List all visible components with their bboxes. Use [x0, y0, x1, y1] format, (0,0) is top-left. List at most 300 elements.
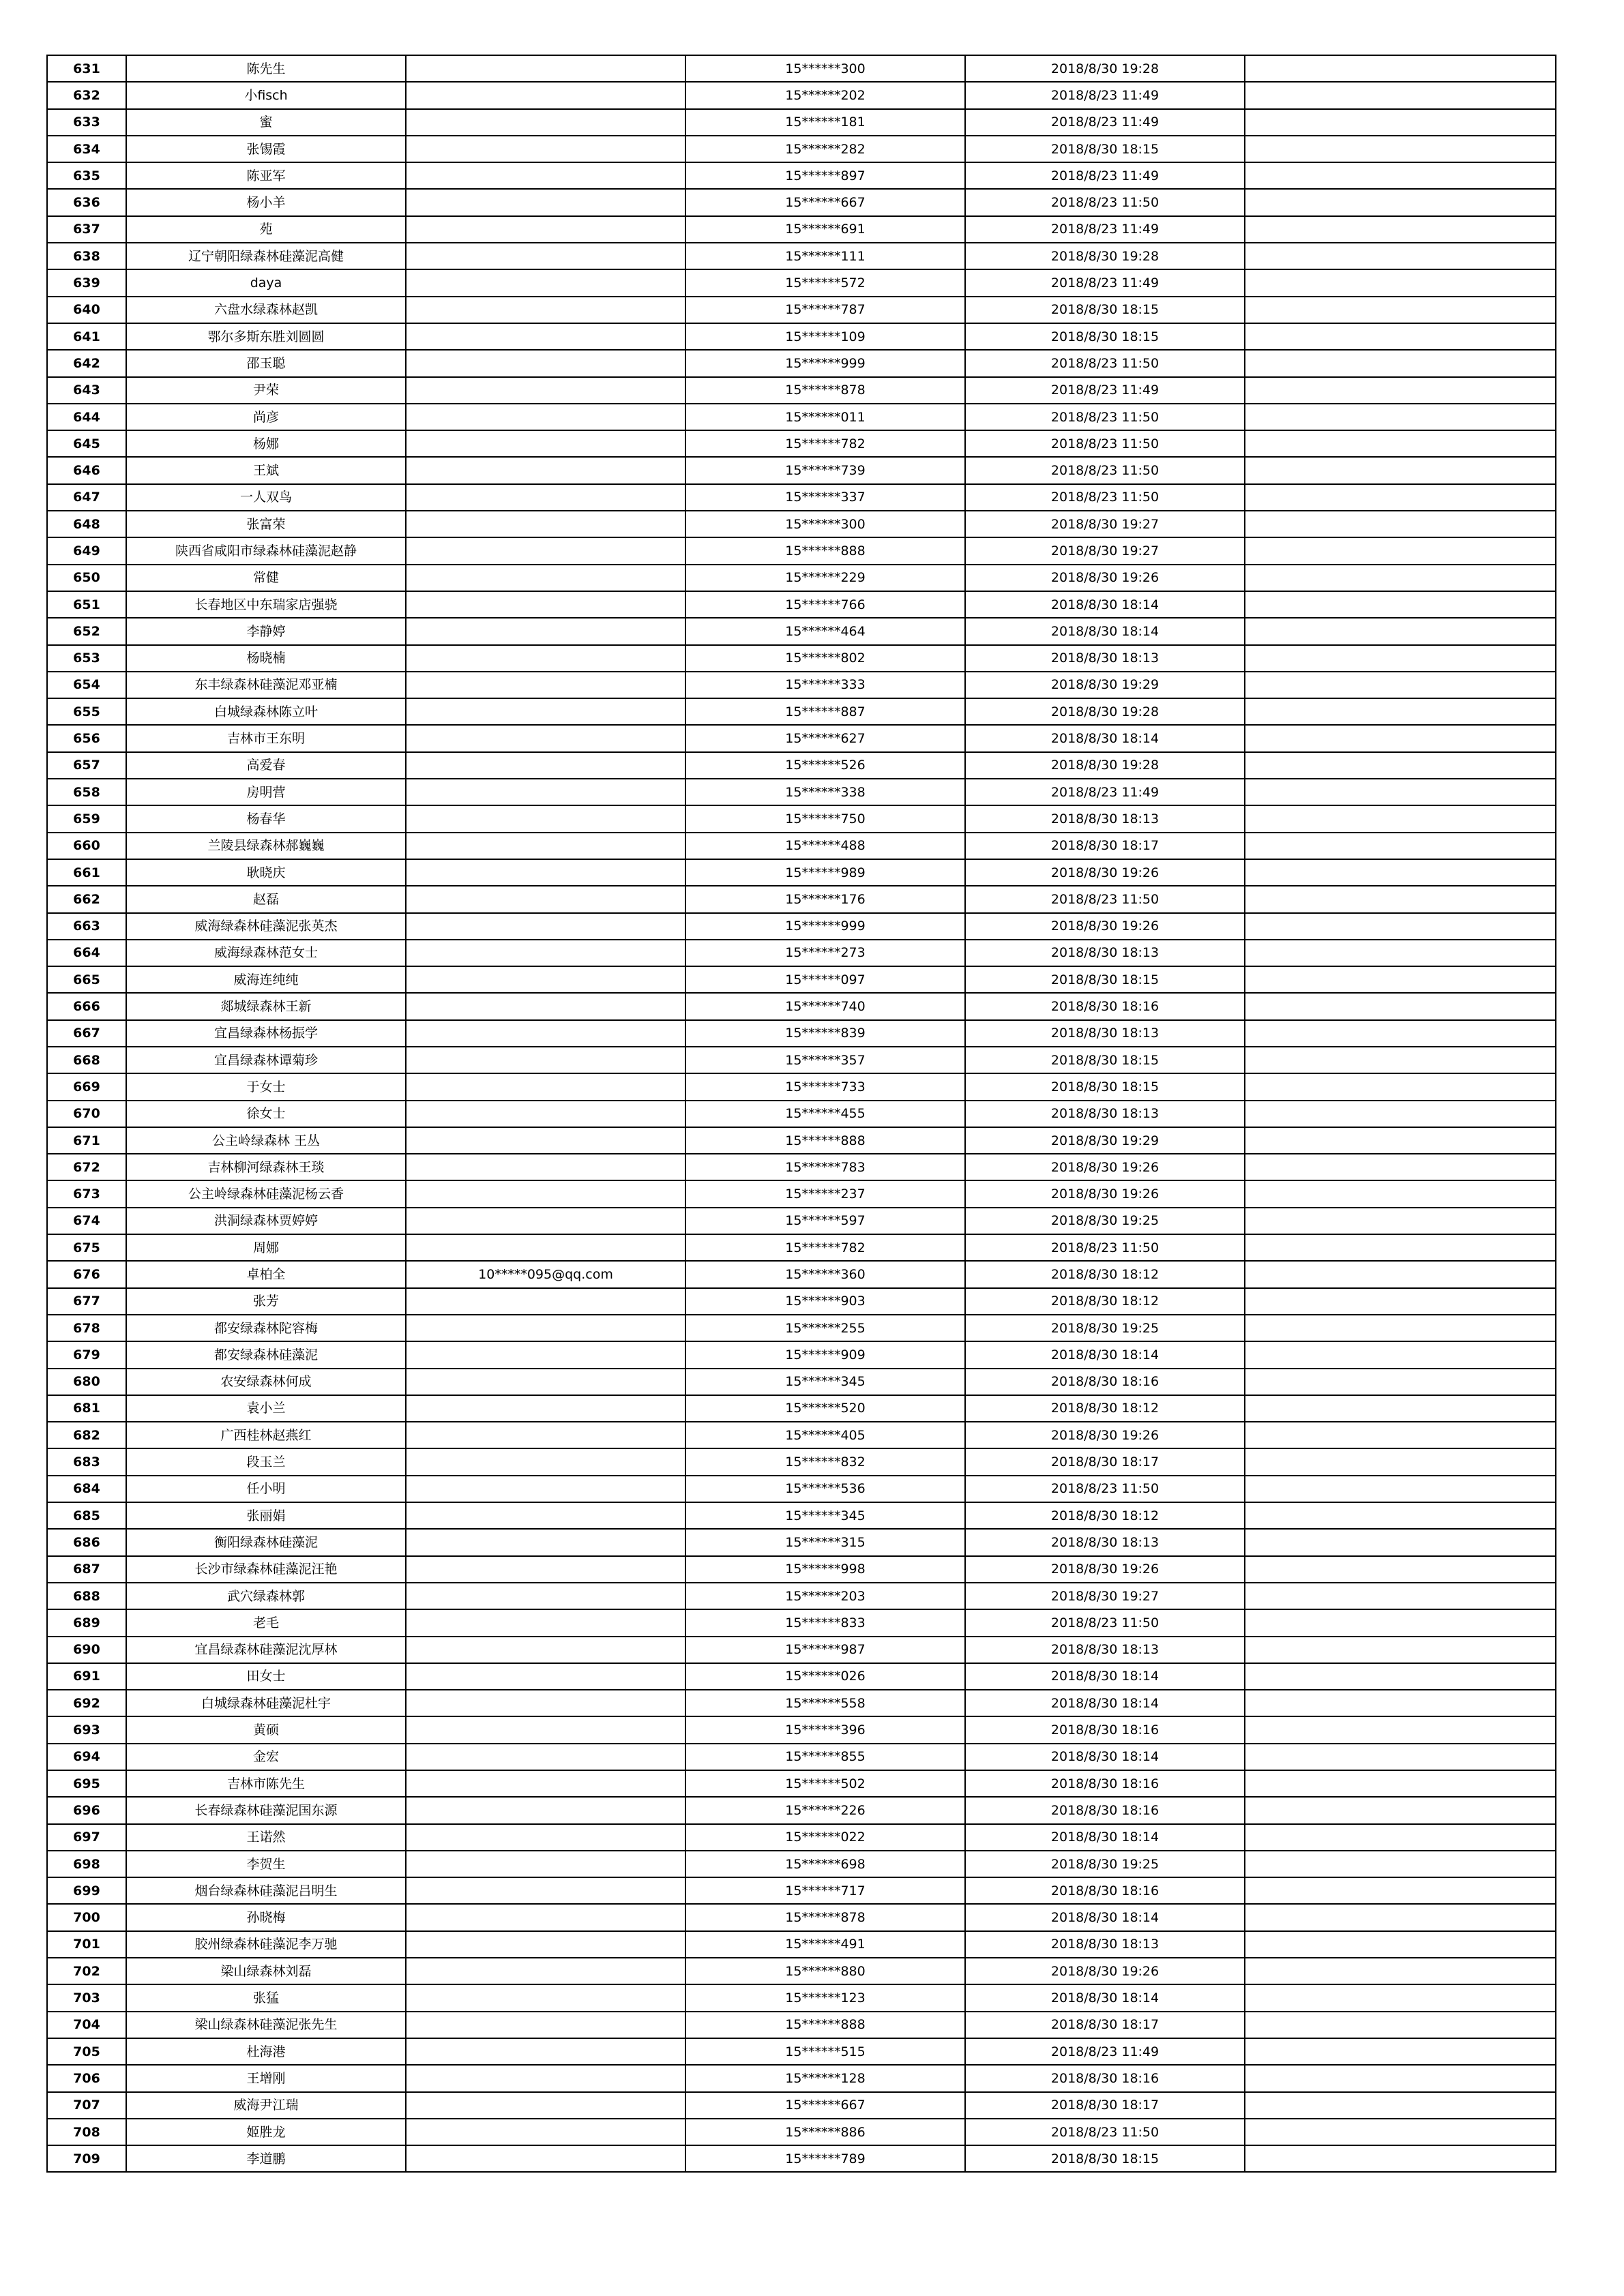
- name-cell: 李道鹏: [126, 2145, 406, 2172]
- note-cell: [1245, 725, 1556, 751]
- phone-cell: 15******888: [685, 2012, 965, 2038]
- note-cell: [1245, 2012, 1556, 2038]
- name-cell: 王斌: [126, 457, 406, 483]
- phone-cell: 15******333: [685, 672, 965, 698]
- table-row: [47, 1609, 1556, 1636]
- timestamp-cell: 2018/8/30 19:26: [965, 1958, 1245, 1984]
- note-cell: [1245, 1637, 1556, 1663]
- note-cell: [1245, 1583, 1556, 1609]
- name-cell: 东丰绿森林硅藻泥邓亚楠: [126, 672, 406, 698]
- name-cell: 陕西省咸阳市绿森林硅藻泥赵静: [126, 537, 406, 564]
- note-cell: [1245, 1127, 1556, 1154]
- row-number-cell: 637: [47, 216, 126, 243]
- name-cell: 农安绿森林何成: [126, 1369, 406, 1395]
- name-cell: 金宏: [126, 1744, 406, 1770]
- note-cell: [1245, 940, 1556, 966]
- email-cell: [406, 1690, 685, 1716]
- timestamp-cell: 2018/8/30 19:25: [965, 1315, 1245, 1341]
- timestamp-cell: 2018/8/30 18:14: [965, 618, 1245, 644]
- timestamp-cell: 2018/8/30 18:16: [965, 993, 1245, 1019]
- timestamp-cell: 2018/8/30 18:13: [965, 1637, 1245, 1663]
- row-number-cell: 647: [47, 484, 126, 511]
- note-cell: [1245, 1958, 1556, 1984]
- email-cell: [406, 672, 685, 698]
- phone-cell: 15******789: [685, 2145, 965, 2172]
- timestamp-cell: 2018/8/30 18:16: [965, 2065, 1245, 2091]
- name-cell: 李贺生: [126, 1851, 406, 1877]
- timestamp-cell: 2018/8/30 19:28: [965, 752, 1245, 779]
- timestamp-cell: 2018/8/30 18:12: [965, 1502, 1245, 1529]
- row-number-cell: 646: [47, 457, 126, 483]
- timestamp-cell: 2018/8/30 18:14: [965, 591, 1245, 618]
- name-cell: 白城绿森林陈立叶: [126, 698, 406, 725]
- row-number-cell: 691: [47, 1663, 126, 1690]
- note-cell: [1245, 537, 1556, 564]
- name-cell: 段玉兰: [126, 1448, 406, 1475]
- name-cell: 都安绿森林硅藻泥: [126, 1341, 406, 1368]
- note-cell: [1245, 216, 1556, 243]
- table-row: [47, 1341, 1556, 1368]
- phone-cell: 15******887: [685, 698, 965, 725]
- name-cell: 袁小兰: [126, 1395, 406, 1422]
- row-number-cell: 655: [47, 698, 126, 725]
- table-row: [47, 1824, 1556, 1851]
- name-cell: 吉林柳河绿森林王琰: [126, 1154, 406, 1180]
- phone-cell: 15******128: [685, 2065, 965, 2091]
- note-cell: [1245, 1931, 1556, 1958]
- table-row: [47, 1422, 1556, 1448]
- timestamp-cell: 2018/8/30 18:14: [965, 1690, 1245, 1716]
- row-number-cell: 679: [47, 1341, 126, 1368]
- name-cell: 吉林市陈先生: [126, 1770, 406, 1797]
- phone-cell: 15******667: [685, 189, 965, 215]
- note-cell: [1245, 430, 1556, 457]
- note-cell: [1245, 565, 1556, 591]
- row-number-cell: 644: [47, 404, 126, 430]
- name-cell: 郯城绿森林王新: [126, 993, 406, 1019]
- table-row: [47, 1154, 1556, 1180]
- note-cell: [1245, 2119, 1556, 2145]
- table-row: [47, 1101, 1556, 1127]
- email-cell: [406, 618, 685, 644]
- email-cell: [406, 2119, 685, 2145]
- note-cell: [1245, 1234, 1556, 1261]
- name-cell: 公主岭绿森林 王丛: [126, 1127, 406, 1154]
- phone-cell: 15******111: [685, 243, 965, 269]
- email-cell: [406, 1958, 685, 1984]
- timestamp-cell: 2018/8/23 11:50: [965, 886, 1245, 912]
- note-cell: [1245, 752, 1556, 779]
- note-cell: [1245, 297, 1556, 323]
- email-cell: [406, 1663, 685, 1690]
- timestamp-cell: 2018/8/30 18:14: [965, 1904, 1245, 1930]
- email-cell: [406, 1073, 685, 1100]
- phone-cell: 15******357: [685, 1047, 965, 1073]
- row-number-cell: 666: [47, 993, 126, 1019]
- email-cell: [406, 645, 685, 672]
- table-row: [47, 1904, 1556, 1930]
- table-row: [47, 859, 1556, 886]
- note-cell: [1245, 1154, 1556, 1180]
- timestamp-cell: 2018/8/23 11:50: [965, 404, 1245, 430]
- timestamp-cell: 2018/8/30 18:12: [965, 1288, 1245, 1315]
- row-number-cell: 670: [47, 1101, 126, 1127]
- row-number-cell: 642: [47, 350, 126, 376]
- note-cell: [1245, 1101, 1556, 1127]
- timestamp-cell: 2018/8/30 19:26: [965, 565, 1245, 591]
- name-cell: 一人双鸟: [126, 484, 406, 511]
- row-number-cell: 649: [47, 537, 126, 564]
- email-cell: [406, 2145, 685, 2172]
- table-row: [47, 1047, 1556, 1073]
- note-cell: [1245, 1797, 1556, 1823]
- email-cell: [406, 1770, 685, 1797]
- phone-cell: 15******109: [685, 323, 965, 350]
- timestamp-cell: 2018/8/23 11:49: [965, 162, 1245, 189]
- note-cell: [1245, 886, 1556, 912]
- timestamp-cell: 2018/8/23 11:50: [965, 350, 1245, 376]
- email-cell: [406, 55, 685, 82]
- row-number-cell: 685: [47, 1502, 126, 1529]
- name-cell: 黄硕: [126, 1716, 406, 1743]
- phone-cell: 15******520: [685, 1395, 965, 1422]
- table-row: [47, 1208, 1556, 1234]
- email-cell: [406, 1369, 685, 1395]
- table-row: [47, 1851, 1556, 1877]
- email-cell: [406, 1529, 685, 1555]
- email-cell: [406, 752, 685, 779]
- row-number-cell: 708: [47, 2119, 126, 2145]
- name-cell: 苑: [126, 216, 406, 243]
- email-cell: [406, 297, 685, 323]
- note-cell: [1245, 698, 1556, 725]
- name-cell: 威海绿森林范女士: [126, 940, 406, 966]
- row-number-cell: 667: [47, 1020, 126, 1047]
- email-cell: [406, 2065, 685, 2091]
- table-row: [47, 1984, 1556, 2011]
- email-cell: [406, 1824, 685, 1851]
- table-row: [47, 805, 1556, 832]
- row-number-cell: 703: [47, 1984, 126, 2011]
- table-row: [47, 350, 1556, 376]
- timestamp-cell: 2018/8/30 18:13: [965, 1101, 1245, 1127]
- timestamp-cell: 2018/8/30 18:16: [965, 1877, 1245, 1904]
- email-cell: [406, 1583, 685, 1609]
- timestamp-cell: 2018/8/23 11:49: [965, 82, 1245, 108]
- row-number-cell: 631: [47, 55, 126, 82]
- name-cell: 邵玉聪: [126, 350, 406, 376]
- phone-cell: 15******667: [685, 2092, 965, 2119]
- note-cell: [1245, 2038, 1556, 2065]
- timestamp-cell: 2018/8/30 19:25: [965, 1208, 1245, 1234]
- name-cell: 白城绿森林硅藻泥杜宇: [126, 1690, 406, 1716]
- name-cell: 宜昌绿森林谭菊珍: [126, 1047, 406, 1073]
- timestamp-cell: 2018/8/30 18:15: [965, 2145, 1245, 2172]
- email-cell: [406, 833, 685, 859]
- name-cell: 徐女士: [126, 1101, 406, 1127]
- timestamp-cell: 2018/8/30 18:13: [965, 645, 1245, 672]
- table-row: [47, 1502, 1556, 1529]
- table-row: [47, 2065, 1556, 2091]
- phone-cell: 15******011: [685, 404, 965, 430]
- table-row: [47, 1288, 1556, 1315]
- note-cell: [1245, 189, 1556, 215]
- timestamp-cell: 2018/8/30 19:26: [965, 1154, 1245, 1180]
- email-cell: [406, 1127, 685, 1154]
- row-number-cell: 674: [47, 1208, 126, 1234]
- note-cell: [1245, 1315, 1556, 1341]
- timestamp-cell: 2018/8/30 19:26: [965, 913, 1245, 940]
- row-number-cell: 659: [47, 805, 126, 832]
- table-row: [47, 1556, 1556, 1583]
- note-cell: [1245, 1073, 1556, 1100]
- note-cell: [1245, 591, 1556, 618]
- timestamp-cell: 2018/8/30 18:16: [965, 1716, 1245, 1743]
- timestamp-cell: 2018/8/30 18:14: [965, 1744, 1245, 1770]
- phone-cell: 15******300: [685, 55, 965, 82]
- phone-cell: 15******026: [685, 1663, 965, 1690]
- table-row: [47, 1690, 1556, 1716]
- table-row: [47, 966, 1556, 993]
- row-number-cell: 701: [47, 1931, 126, 1958]
- name-cell: 鄂尔多斯东胜刘圆圆: [126, 323, 406, 350]
- table-row: [47, 511, 1556, 537]
- row-number-cell: 707: [47, 2092, 126, 2119]
- table-row: [47, 1448, 1556, 1475]
- name-cell: 房明营: [126, 779, 406, 805]
- table-row: [47, 216, 1556, 243]
- row-number-cell: 699: [47, 1877, 126, 1904]
- phone-cell: 15******337: [685, 484, 965, 511]
- note-cell: [1245, 1288, 1556, 1315]
- row-number-cell: 669: [47, 1073, 126, 1100]
- phone-cell: 15******782: [685, 430, 965, 457]
- table-row: [47, 297, 1556, 323]
- phone-cell: 15******226: [685, 1797, 965, 1823]
- registration-table: [46, 55, 1556, 2173]
- name-cell: 洪洞绿森林贾婷婷: [126, 1208, 406, 1234]
- timestamp-cell: 2018/8/30 19:27: [965, 537, 1245, 564]
- email-cell: [406, 1609, 685, 1636]
- table-row: [47, 1637, 1556, 1663]
- email-cell: [406, 323, 685, 350]
- timestamp-cell: 2018/8/30 18:15: [965, 136, 1245, 162]
- row-number-cell: 690: [47, 1637, 126, 1663]
- row-number-cell: 639: [47, 269, 126, 296]
- name-cell: 任小明: [126, 1476, 406, 1502]
- email-cell: [406, 1020, 685, 1047]
- name-cell: 耿晓庆: [126, 859, 406, 886]
- email-cell: [406, 1904, 685, 1930]
- phone-cell: 15******888: [685, 537, 965, 564]
- timestamp-cell: 2018/8/23 11:50: [965, 430, 1245, 457]
- timestamp-cell: 2018/8/23 11:50: [965, 484, 1245, 511]
- note-cell: [1245, 484, 1556, 511]
- name-cell: 烟台绿森林硅藻泥吕明生: [126, 1877, 406, 1904]
- note-cell: [1245, 1476, 1556, 1502]
- row-number-cell: 640: [47, 297, 126, 323]
- row-number-cell: 687: [47, 1556, 126, 1583]
- table-row: [47, 1716, 1556, 1743]
- row-number-cell: 705: [47, 2038, 126, 2065]
- name-cell: 田女士: [126, 1663, 406, 1690]
- row-number-cell: 686: [47, 1529, 126, 1555]
- note-cell: [1245, 645, 1556, 672]
- note-cell: [1245, 1448, 1556, 1475]
- row-number-cell: 682: [47, 1422, 126, 1448]
- note-cell: [1245, 1770, 1556, 1797]
- row-number-cell: 652: [47, 618, 126, 644]
- table-row: [47, 645, 1556, 672]
- timestamp-cell: 2018/8/30 19:26: [965, 859, 1245, 886]
- note-cell: [1245, 1502, 1556, 1529]
- row-number-cell: 635: [47, 162, 126, 189]
- email-cell: [406, 1931, 685, 1958]
- phone-cell: 15******405: [685, 1422, 965, 1448]
- timestamp-cell: 2018/8/30 18:13: [965, 805, 1245, 832]
- name-cell: 常健: [126, 565, 406, 591]
- table-row: [47, 1180, 1556, 1207]
- row-number-cell: 641: [47, 323, 126, 350]
- row-number-cell: 696: [47, 1797, 126, 1823]
- phone-cell: 15******733: [685, 1073, 965, 1100]
- note-cell: [1245, 672, 1556, 698]
- row-number-cell: 651: [47, 591, 126, 618]
- row-number-cell: 684: [47, 1476, 126, 1502]
- name-cell: 孙晓梅: [126, 1904, 406, 1930]
- note-cell: [1245, 1261, 1556, 1287]
- email-cell: [406, 2012, 685, 2038]
- phone-cell: 15******880: [685, 1958, 965, 1984]
- row-number-cell: 698: [47, 1851, 126, 1877]
- note-cell: [1245, 136, 1556, 162]
- name-cell: 尚彦: [126, 404, 406, 430]
- table-row: [47, 1663, 1556, 1690]
- name-cell: 宜昌绿森林杨振学: [126, 1020, 406, 1047]
- email-cell: [406, 725, 685, 751]
- email-cell: [406, 886, 685, 912]
- table-row: [47, 1020, 1556, 1047]
- row-number-cell: 660: [47, 833, 126, 859]
- email-cell: [406, 136, 685, 162]
- note-cell: [1245, 1422, 1556, 1448]
- phone-cell: 15******315: [685, 1529, 965, 1555]
- phone-cell: 15******833: [685, 1609, 965, 1636]
- email-cell: [406, 350, 685, 376]
- row-number-cell: 676: [47, 1261, 126, 1287]
- table-row: [47, 457, 1556, 483]
- name-cell: 张芳: [126, 1288, 406, 1315]
- note-cell: [1245, 1716, 1556, 1743]
- phone-cell: 15******396: [685, 1716, 965, 1743]
- timestamp-cell: 2018/8/30 19:28: [965, 698, 1245, 725]
- table-row: [47, 993, 1556, 1019]
- email-cell: [406, 1744, 685, 1770]
- row-number-cell: 689: [47, 1609, 126, 1636]
- table-row: [47, 1958, 1556, 1984]
- timestamp-cell: 2018/8/23 11:50: [965, 457, 1245, 483]
- timestamp-cell: 2018/8/23 11:49: [965, 269, 1245, 296]
- row-number-cell: 648: [47, 511, 126, 537]
- phone-cell: 15******300: [685, 511, 965, 537]
- timestamp-cell: 2018/8/23 11:49: [965, 779, 1245, 805]
- row-number-cell: 683: [47, 1448, 126, 1475]
- name-cell: 周娜: [126, 1234, 406, 1261]
- phone-cell: 15******878: [685, 1904, 965, 1930]
- email-cell: [406, 377, 685, 404]
- name-cell: 广西桂林赵燕红: [126, 1422, 406, 1448]
- phone-cell: 15******903: [685, 1288, 965, 1315]
- row-number-cell: 693: [47, 1716, 126, 1743]
- email-cell: [406, 484, 685, 511]
- table-row: [47, 2119, 1556, 2145]
- note-cell: [1245, 1744, 1556, 1770]
- name-cell: 张猛: [126, 1984, 406, 2011]
- name-cell: 兰陵县绿森林郝巍巍: [126, 833, 406, 859]
- email-cell: [406, 189, 685, 215]
- email-cell: [406, 216, 685, 243]
- phone-cell: 15******839: [685, 1020, 965, 1047]
- note-cell: [1245, 243, 1556, 269]
- note-cell: [1245, 1020, 1556, 1047]
- timestamp-cell: 2018/8/30 19:26: [965, 1422, 1245, 1448]
- table-row: [47, 886, 1556, 912]
- timestamp-cell: 2018/8/30 18:15: [965, 966, 1245, 993]
- row-number-cell: 633: [47, 109, 126, 136]
- note-cell: [1245, 323, 1556, 350]
- phone-cell: 15******123: [685, 1984, 965, 2011]
- email-cell: [406, 940, 685, 966]
- email-cell: [406, 1234, 685, 1261]
- note-cell: [1245, 993, 1556, 1019]
- phone-cell: 15******536: [685, 1476, 965, 1502]
- phone-cell: 15******782: [685, 1234, 965, 1261]
- phone-cell: 15******345: [685, 1369, 965, 1395]
- table-row: [47, 1877, 1556, 1904]
- table-row: [47, 779, 1556, 805]
- row-number-cell: 663: [47, 913, 126, 940]
- email-cell: [406, 805, 685, 832]
- note-cell: [1245, 1609, 1556, 1636]
- email-cell: [406, 1851, 685, 1877]
- row-number-cell: 673: [47, 1180, 126, 1207]
- table-row: [47, 618, 1556, 644]
- email-cell: [406, 457, 685, 483]
- email-cell: [406, 1797, 685, 1823]
- row-number-cell: 681: [47, 1395, 126, 1422]
- email-cell: [406, 1395, 685, 1422]
- table-row: [47, 940, 1556, 966]
- row-number-cell: 694: [47, 1744, 126, 1770]
- name-cell: 威海绿森林硅藻泥张英杰: [126, 913, 406, 940]
- row-number-cell: 638: [47, 243, 126, 269]
- note-cell: [1245, 1690, 1556, 1716]
- table-row: [47, 698, 1556, 725]
- email-cell: [406, 269, 685, 296]
- note-cell: [1245, 966, 1556, 993]
- timestamp-cell: 2018/8/30 19:29: [965, 1127, 1245, 1154]
- table-row: [47, 672, 1556, 698]
- timestamp-cell: 2018/8/30 18:15: [965, 1073, 1245, 1100]
- row-number-cell: 671: [47, 1127, 126, 1154]
- phone-cell: 15******176: [685, 886, 965, 912]
- table-row: [47, 591, 1556, 618]
- timestamp-cell: 2018/8/23 11:49: [965, 216, 1245, 243]
- row-number-cell: 706: [47, 2065, 126, 2091]
- email-cell: [406, 1315, 685, 1341]
- phone-cell: 15******740: [685, 993, 965, 1019]
- timestamp-cell: 2018/8/30 18:14: [965, 1984, 1245, 2011]
